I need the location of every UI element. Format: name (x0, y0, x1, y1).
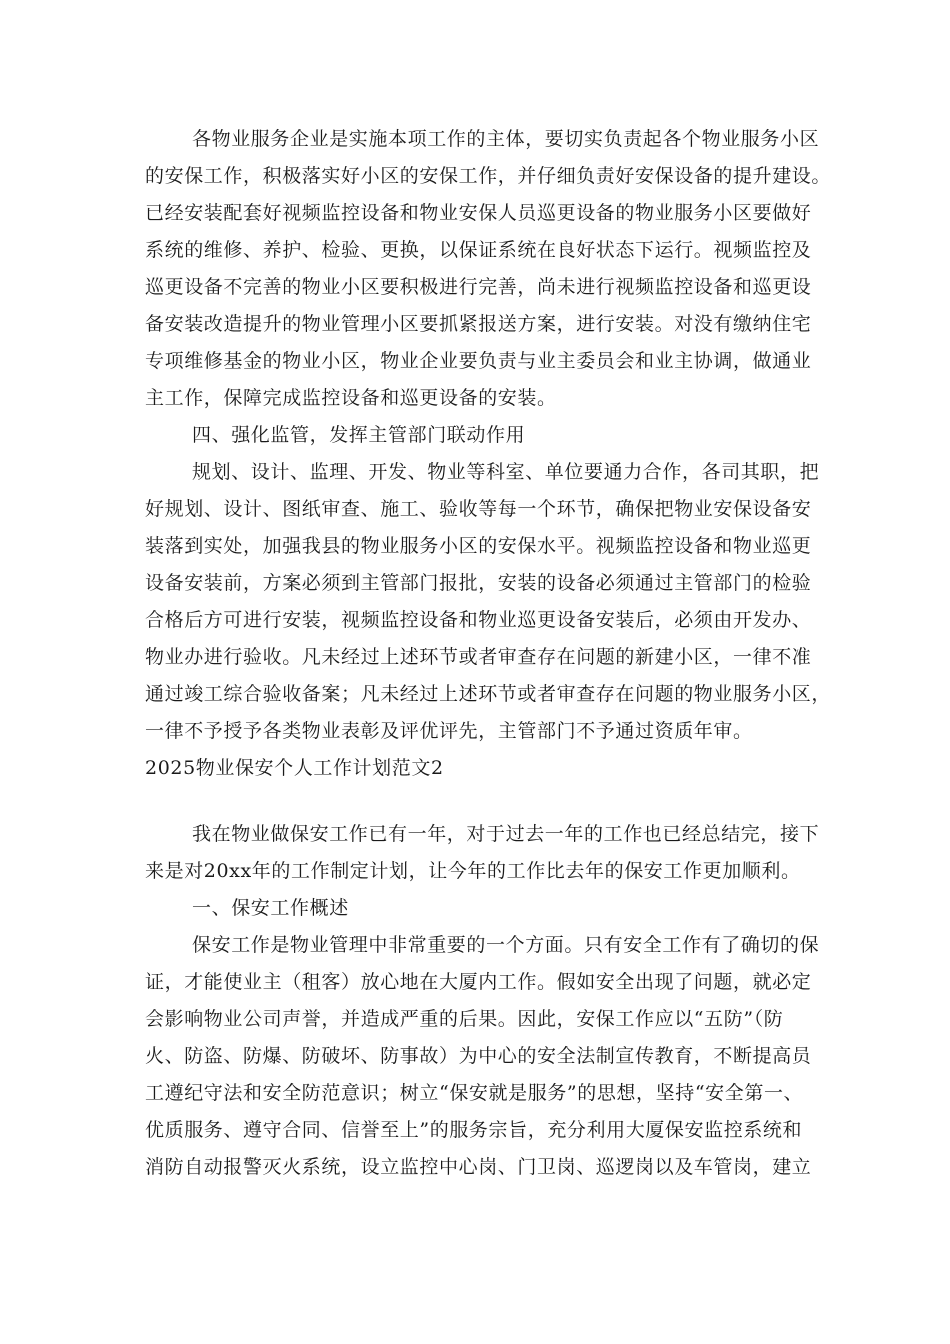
document-title: 2025物业保安个人工作计划范文2 (145, 757, 444, 779)
paragraph-line: 系统的维修、养护、检验、更换，以保证系统在良好状态下运行。视频监控及 (145, 239, 812, 261)
paragraph-line: 我在物业做保安工作已有一年，对于过去一年的工作也已经总结完，接下 (192, 823, 820, 845)
paragraph-line: 会影响物业公司声誉，并造成严重的后果。因此，安保工作应以“五防”（防 (145, 1008, 784, 1030)
paragraph-line: 证，才能使业主（租客）放心地在大厦内工作。假如安全出现了问题，就必定 (145, 971, 812, 993)
paragraph-line: 装落到实处，加强我县的物业服务小区的安保水平。视频监控设备和物业巡更 (145, 535, 812, 557)
paragraph-line: 设备安装前，方案必须到主管部门报批，安装的设备必须通过主管部门的检验 (145, 572, 812, 594)
paragraph-line: 消防自动报警灭火系统，设立监控中心岗、门卫岗、巡逻岗以及车管岗，建立 (145, 1156, 812, 1178)
section-heading: 四、强化监管，发挥主管部门联动作用 (192, 424, 526, 446)
paragraph-line: 巡更设备不完善的物业小区要积极进行完善，尚未进行视频监控设备和巡更设 (145, 276, 812, 298)
paragraph-line: 物业办进行验收。凡未经过上述环节或者审查存在问题的新建小区，一律不准 (145, 646, 812, 668)
paragraph-line: 优质服务、遵守合同、信誉至上”的服务宗旨，充分利用大厦保安监控系统和 (145, 1119, 803, 1141)
paragraph-line: 工遵纪守法和安全防范意识；树立“保安就是服务”的思想，坚持“安全第一、 (145, 1082, 804, 1104)
paragraph-line: 规划、设计、监理、开发、物业等科室、单位要通力合作，各司其职，把 (192, 461, 820, 483)
paragraph-line: 来是对20xx年的工作制定计划，让今年的工作比去年的保安工作更加顺利。 (145, 860, 801, 882)
paragraph-line: 的安保工作，积极落实好小区的安保工作，并仔细负责好安保设备的提升建设。 (145, 165, 832, 187)
paragraph-line: 主工作，保障完成监控设备和巡更设备的安装。 (145, 387, 557, 409)
paragraph-line: 各物业服务企业是实施本项工作的主体，要切实负责起各个物业服务小区 (192, 128, 820, 150)
paragraph-line: 好规划、设计、图纸审查、施工、验收等每一个环节，确保把物业安保设备安 (145, 498, 812, 520)
section-heading: 一、保安工作概述 (192, 897, 349, 919)
paragraph-line: 火、防盗、防爆、防破坏、防事故）为中心的安全法制宣传教育，不断提高员 (145, 1045, 812, 1067)
paragraph-line: 合格后方可进行安装，视频监控设备和物业巡更设备安装后，必须由开发办、 (145, 609, 812, 631)
paragraph-line: 一律不予授予各类物业表彰及评优评先，主管部门不予通过资质年审。 (145, 720, 753, 742)
paragraph-line: 通过竣工综合验收备案；凡未经过上述环节或者审查存在问题的物业服务小区， (145, 683, 832, 705)
paragraph-line: 保安工作是物业管理中非常重要的一个方面。只有安全工作有了确切的保 (192, 934, 820, 956)
paragraph-line: 专项维修基金的物业小区，物业企业要负责与业主委员会和业主协调，做通业 (145, 350, 812, 372)
paragraph-line: 备安装改造提升的物业管理小区要抓紧报送方案，进行安装。对没有缴纳住宅 (145, 313, 812, 335)
paragraph-line: 已经安装配套好视频监控设备和物业安保人员巡更设备的物业服务小区要做好 (145, 202, 812, 224)
